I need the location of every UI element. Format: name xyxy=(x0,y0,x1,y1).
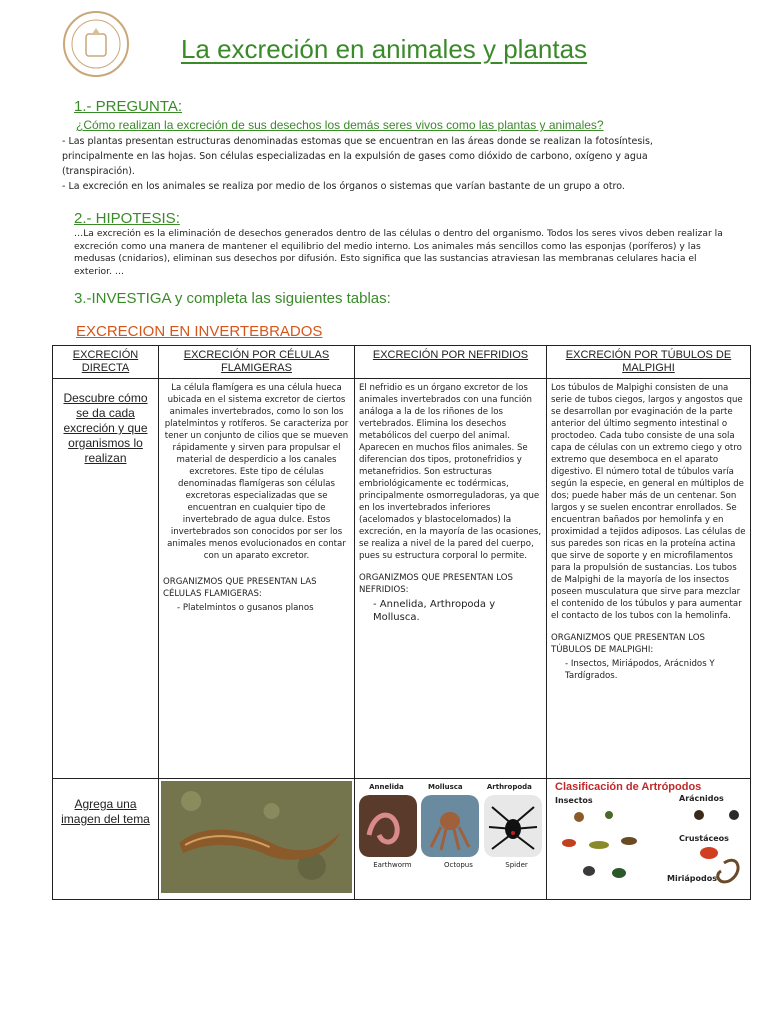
header-nefridios: EXCRECIÓN POR NEFRIDIOS xyxy=(355,346,547,379)
investiga-heading: 3.-INVESTIGA y completa las siguientes tablas: xyxy=(74,290,391,307)
cell-flamigeras xyxy=(159,379,355,779)
malpighi-org-list xyxy=(551,658,746,682)
nef-image-top-labels xyxy=(357,781,544,793)
nef-image-thumbs xyxy=(357,795,544,857)
question-text: ¿Cómo realizan la excreción de sus desechos los demás seres vivos como las plantas y animales? xyxy=(76,118,604,132)
list-item: - Annelida, Arthropoda y Mollusca. xyxy=(373,598,542,624)
header-malpighi: EXCRECIÓN POR TÚBULOS DE MALPIGHI xyxy=(547,346,751,379)
page-title: La excreción en animales y plantas xyxy=(180,34,588,64)
answer-plants: - Las plantas presentan estructuras denominadas estomas que se encuentran en las áreas donde se realizan la fotosíntesis, principalmente en las hojas. Son células especializadas en la expulsión de gases como dióxido de carbono, oxígeno y agua (transpiración). xyxy=(62,136,653,177)
nefridios-org-list xyxy=(359,598,542,624)
malpighi-org-title: ORGANIZMOS QUE PRESENTAN LOS TÚBULOS DE MALPIGHI: xyxy=(551,633,705,655)
table-row xyxy=(53,779,751,900)
label-earthworm: Earthworm xyxy=(373,861,412,869)
question-heading: 1.- PREGUNTA: xyxy=(74,98,183,115)
flatworm-image xyxy=(161,781,352,893)
list-item: - Insectos, Miriápodos, Arácnidos Y Tardígrados. xyxy=(565,658,746,682)
header-celulas-flamigeras: EXCRECIÓN POR CÉLULAS FLAMIGERAS xyxy=(159,346,355,379)
cell-malpighi xyxy=(547,379,751,779)
header-excrecion-directa: EXCRECIÓN DIRECTA xyxy=(53,346,159,379)
flamigeras-text: La célula flamígera es una célula hueca ubicada en el sistema excretor de ciertos animales invertebrados, como lo son los platelmintos y rotíferos. Se caracteriza por tener un conjunto de cilios que se mueven rápidamente y sirven para propulsar el material de desperdicio a los canales excretores. Este tipo de células denominadas flamígeras son células excretoras especializadas que se encuentran en cualquier tipo de invertebrado de agua dulce. Estos invertebrados son conocidos por ser los animales menos evolucionados en contar con un aparato excretor. xyxy=(164,383,349,561)
spider-image xyxy=(484,795,542,857)
octopus-image xyxy=(421,795,479,857)
table-title: EXCRECION EN INVERTEBRADOS xyxy=(76,323,323,340)
flamigeras-org-title: ORGANIZMOS QUE PRESENTAN LAS CÉLULAS FLAMIGERAS: xyxy=(163,577,317,599)
artro-label-miriapodos: Miriápodos xyxy=(667,874,717,883)
row-label-descubre: Descubre cómo se da cada excreción y que organismos lo realizan xyxy=(53,379,159,779)
flamigeras-org-list xyxy=(163,602,350,614)
artro-label-crustaceos: Crustáceos xyxy=(679,834,729,843)
label-octopus: Octopus xyxy=(443,861,473,869)
hypothesis-text: …La excreción es la eliminación de desechos generados dentro de las células o dentro del organismo. Todos los seres vivos deben realizar la excreción como una manera de mantener el equilibrio del medio interno. Los animales más sencillos como las esponjas (poríferos) y las medusas (cnidarios), eliminan sus desechos por difusión. Esto significa que las sustancias atraviesan las membranas celulares hacia el exterior. … xyxy=(74,228,723,277)
cell-image-nefridios xyxy=(355,779,547,900)
artro-diagram xyxy=(549,793,748,889)
cell-image-artropodos xyxy=(547,779,751,900)
malpighi-text: Los túbulos de Malpighi consisten de una serie de tubos ciegos, largos y angostos que se desarrollan por evaginación de la parte anterior del último segmento intestinal o proctodeo. Cada tubo consiste de una sola capa de células con un extremo ciego y otro extremo que desemboca en el aparato digestivo. El número total de túbulos varía según la especie, en general en múltiplos de dos; puede haber más de un centenar. Son largos y se suelen encontrar enrollados. Se encuentran bañados por hemolinfa y en proximidad a tejidos adiposos. Las células de sus paredes son ricas en la proteína actina que sirve de soporte y en microfilamentos para la propulsión de sustancias. Los tubos de Malpighi de la mayoría de los insectos poseen musculatura que sirve para mezclar el contenido de los túbulos y para aumentar el contacto de los tubos con la hemolinfa. xyxy=(551,383,746,621)
label-mollusca: Mollusca xyxy=(428,783,463,791)
nef-image-bottom-labels xyxy=(357,859,544,871)
nefridios-text: El nefridio es un órgano excretor de los animales invertebrados con una función análoga a la de los riñones de los vertebrados. Elimina los desechos metabólicos del cuerpo del animal. Aparecen en muchos filos animales. Se diferencian dos tipos, protonefridios y metanefridios. Son estructuras embriológicamente ec todérmicas, principalmente osmorreguladoras, ya que en los invertebrados inferiores (acelomados y blastocelomados) la excreción, en la mayoría de las ocasiones, se realiza a nivel de la pared del cuerpo, pues su estructura corporal lo permite. xyxy=(359,383,542,561)
nefridios-org-title: ORGANIZMOS QUE PRESENTAN LOS NEFRIDIOS: xyxy=(359,573,513,595)
arthropods-image xyxy=(549,793,749,889)
table-row xyxy=(53,379,751,779)
label-spider: Spider xyxy=(505,861,528,869)
earthworm-image xyxy=(359,795,417,857)
answer-animals: - La excreción en los animales se realiza por medio de los órganos o sistemas que varían bastante de un grupo a otro. xyxy=(62,181,625,192)
row-label-agrega: Agrega una imagen del tema xyxy=(53,779,159,900)
table-header-row xyxy=(53,346,751,379)
hypothesis-heading: 2.- HIPOTESIS: xyxy=(74,210,180,227)
invertebrates-table xyxy=(52,345,751,900)
cell-nefridios xyxy=(355,379,547,779)
artro-label-insectos: Insectos xyxy=(555,796,593,805)
list-item: - Platelmintos o gusanos planos xyxy=(177,602,350,614)
cell-image-flatworm xyxy=(159,779,355,900)
label-arthropoda: Arthropoda xyxy=(486,783,532,791)
artro-label-aracnidos: Arácnidos xyxy=(679,794,724,803)
label-annelida: Annelida xyxy=(369,783,404,791)
artro-title: Clasificación de Artrópodos xyxy=(555,781,702,793)
